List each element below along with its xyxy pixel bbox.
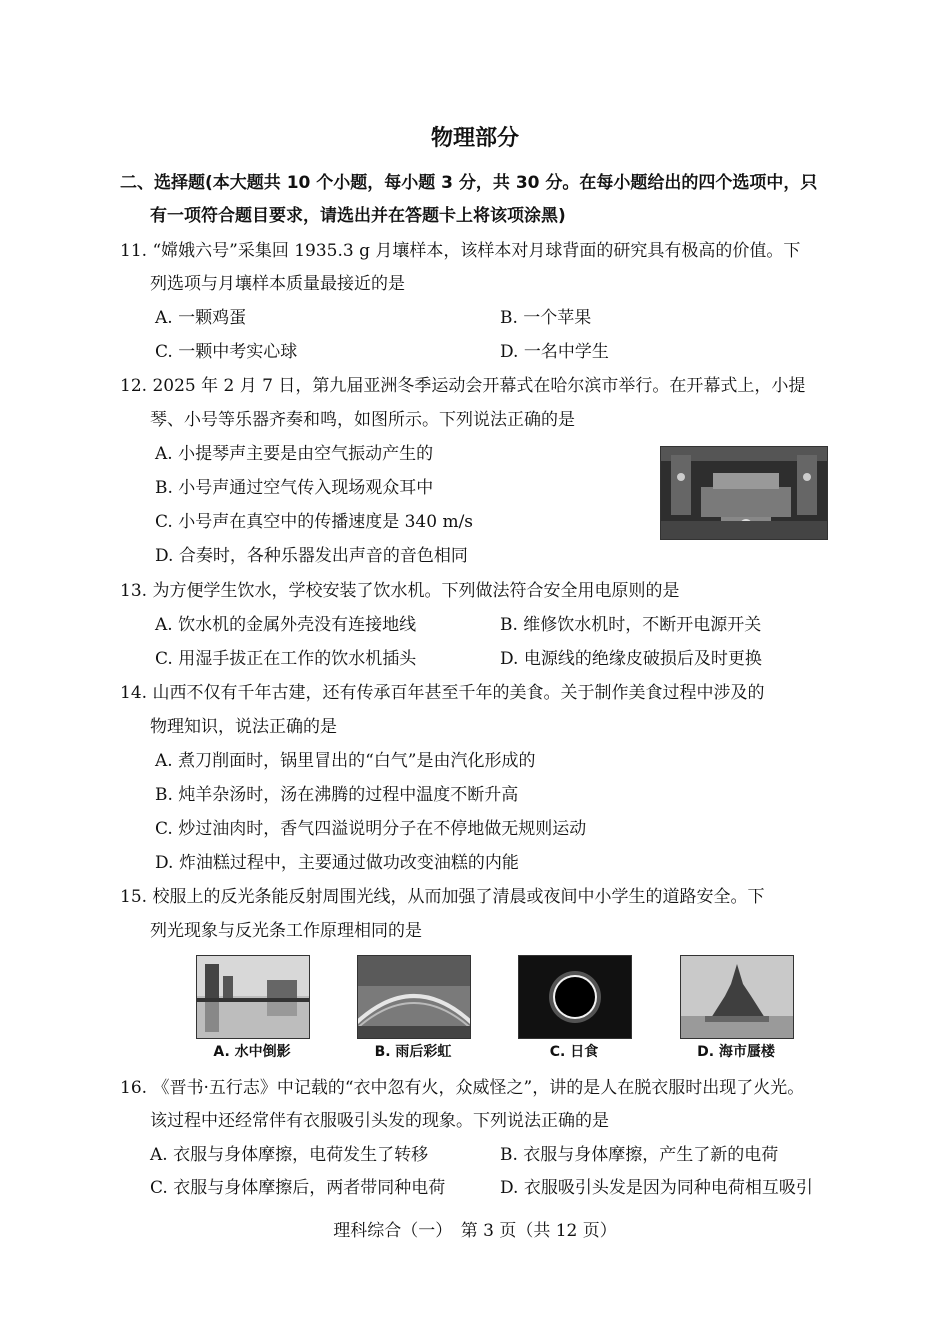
q16-stem-line1: 16. 《晋书·五行志》中记载的“衣中忽有火，众威怪之”，讲的是人在脱衣服时出现了火光。 xyxy=(120,1078,805,1098)
eclipse-photo xyxy=(518,955,632,1039)
section-heading-line1: 二、选择题(本大题共 10 个小题，每小题 3 分，共 30 分。在每小题给出的四个选项中，只 xyxy=(120,173,818,193)
caption-c: C. 日食 xyxy=(549,1044,599,1060)
reflection-photo xyxy=(196,955,310,1039)
page-title: 物理部分 xyxy=(430,126,519,151)
q11-stem-line2: 列选项与月壤样本质量最接近的是 xyxy=(150,274,405,294)
q11-stem-line1: 11. “嫦娥六号”采集回 1935.3 g 月壤样本，该样本对月球背面的研究具有极高的价值。下 xyxy=(120,241,801,261)
q12-option-b: B. 小号声通过空气传入现场观众耳中 xyxy=(155,478,434,498)
q16-option-b: B. 衣服与身体摩擦，产生了新的电荷 xyxy=(500,1145,779,1165)
q16-option-a: A. 衣服与身体摩擦，电荷发生了转移 xyxy=(150,1145,429,1165)
q11-option-a: A. 一颗鸡蛋 xyxy=(155,308,247,328)
ceremony-photo xyxy=(660,446,828,540)
q12-stem-line2: 琴、小号等乐器齐奏和鸣，如图所示。下列说法正确的是 xyxy=(150,410,575,430)
q12-option-a: A. 小提琴声主要是由空气振动产生的 xyxy=(155,444,434,464)
q16-option-d: D. 衣服吸引头发是因为同种电荷相互吸引 xyxy=(500,1178,813,1198)
q12-option-c: C. 小号声在真空中的传播速度是 340 m/s xyxy=(155,512,474,532)
q14-stem-line1: 14. 山西不仅有千年古建，还有传承百年甚至千年的美食。关于制作美食过程中涉及的 xyxy=(120,683,765,703)
q13-option-c: C. 用湿手拔正在工作的饮水机插头 xyxy=(155,649,417,669)
q14-option-d: D. 炸油糕过程中，主要通过做功改变油糕的内能 xyxy=(155,853,519,873)
mirage-photo xyxy=(680,955,794,1039)
q14-option-c: C. 炒过油肉时，香气四溢说明分子在不停地做无规则运动 xyxy=(155,819,587,839)
page-footer: 理科综合（一） 第 3 页（共 12 页） xyxy=(333,1221,617,1241)
q13-option-a: A. 饮水机的金属外壳没有连接地线 xyxy=(155,615,417,635)
q15-stem-line2: 列光现象与反光条工作原理相同的是 xyxy=(150,921,422,941)
q11-option-b: B. 一个苹果 xyxy=(500,308,592,328)
caption-b: B. 雨后彩虹 xyxy=(374,1044,452,1060)
q14-option-b: B. 炖羊杂汤时，汤在沸腾的过程中温度不断升高 xyxy=(155,785,519,805)
q12-stem-line1: 12. 2025 年 2 月 7 日，第九届亚洲冬季运动会开幕式在哈尔滨市举行。在开幕式上，小提 xyxy=(120,376,806,396)
q16-option-c: C. 衣服与身体摩擦后，两者带同种电荷 xyxy=(150,1178,446,1198)
caption-d: D. 海市蜃楼 xyxy=(697,1044,775,1060)
q15-stem-line1: 15. 校服上的反光条能反射周围光线，从而加强了清晨或夜间中小学生的道路安全。下 xyxy=(120,887,765,907)
rainbow-photo xyxy=(357,955,471,1039)
q13-stem-line1: 13. 为方便学生饮水，学校安装了饮水机。下列做法符合安全用电原则的是 xyxy=(120,581,680,601)
q13-option-d: D. 电源线的绝缘皮破损后及时更换 xyxy=(500,649,762,669)
q13-option-b: B. 维修饮水机时，不断开电源开关 xyxy=(500,615,762,635)
q16-stem-line2: 该过程中还经常伴有衣服吸引头发的现象。下列说法正确的是 xyxy=(150,1111,609,1131)
q12-option-d: D. 合奏时，各种乐器发出声音的音色相同 xyxy=(155,546,468,566)
q14-stem-line2: 物理知识，说法正确的是 xyxy=(150,717,337,737)
q11-option-d: D. 一名中学生 xyxy=(500,342,609,362)
q11-option-c: C. 一颗中考实心球 xyxy=(155,342,298,362)
section-heading-line2: 有一项符合题目要求，请选出并在答题卡上将该项涂黑) xyxy=(150,206,566,226)
q14-option-a: A. 煮刀削面时，锅里冒出的“白气”是由汽化形成的 xyxy=(155,751,536,771)
caption-a: A. 水中倒影 xyxy=(213,1044,291,1060)
